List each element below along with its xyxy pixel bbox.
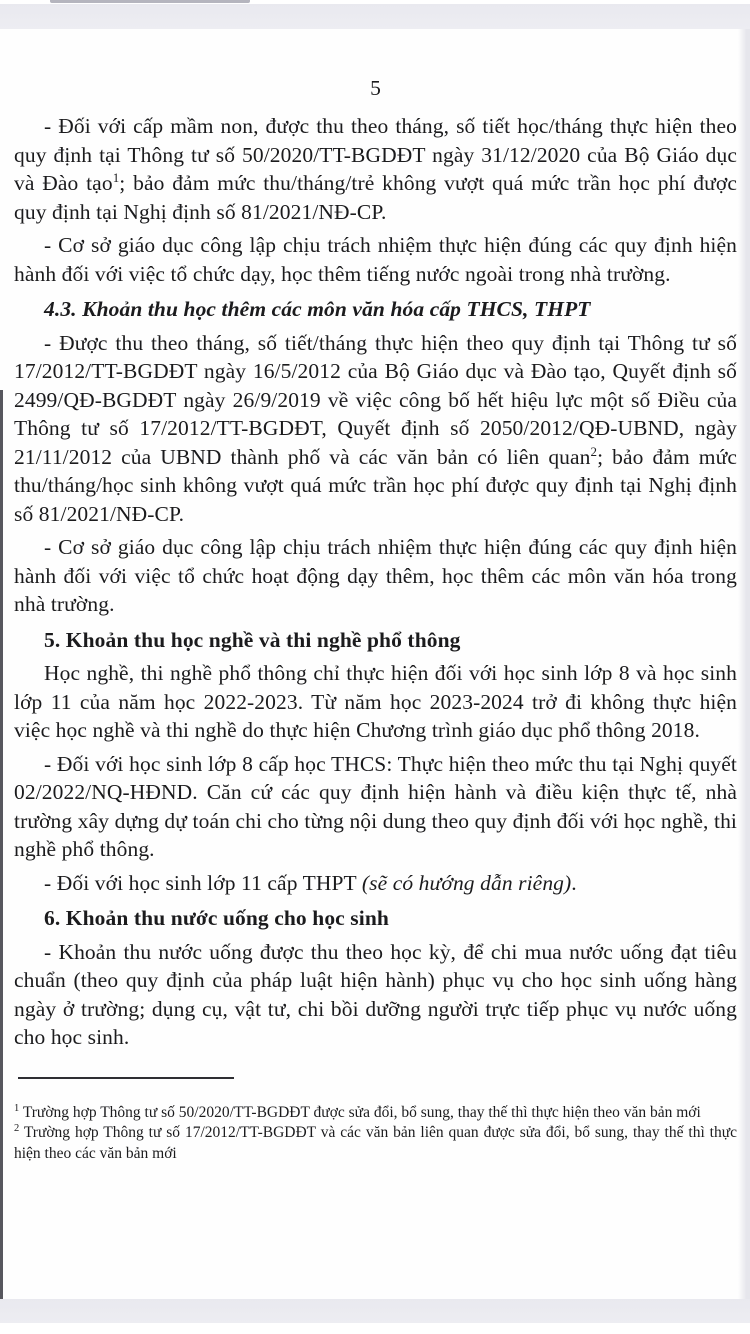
- section-heading: 4.3. Khoản thu học thêm các môn văn hóa cấp THCS, THPT: [44, 297, 591, 321]
- photo-right-edge-artifact: [738, 29, 750, 1299]
- photo-left-edge-artifact: [0, 390, 3, 1299]
- document-page: [0, 29, 750, 1299]
- footnote-marker: 2: [14, 1122, 20, 1134]
- footnote-separator: [18, 1077, 234, 1079]
- paragraph: - Đối với cấp mầm non, được thu theo tháng, số tiết học/tháng thực hiện theo quy định tại Thông tư số 50/2020/TT-BGDĐT ngày 31/12/2020 của Bộ Giáo dục và Đào tạo$^1$; bảo đảm mức thu/tháng/trẻ không vượt quá mức trần học phí được quy định tại Nghị định số 81/2021/NĐ-CP.: [14, 114, 737, 224]
- paragraph: - Đối với học sinh lớp 8 cấp học THCS: Thực hiện theo mức thu tại Nghị quyết 02/2022/NQ-HĐND. Căn cứ các quy định hiện hành và điều kiện thực tế, nhà trường xây dựng dự toán chi cho từng nội dung theo quy định đối với học nghề, thi nghề phổ thông.: [14, 751, 737, 861]
- photo-top-edge-artifact: [50, 0, 250, 3]
- footnote-marker: 1: [14, 1102, 20, 1114]
- paragraph: - Đối với học sinh lớp 11 cấp THPT (sẽ có hướng dẫn riêng).: [44, 870, 577, 895]
- paragraph: - Cơ sở giáo dục công lập chịu trách nhiệm thực hiện đúng các quy định hiện hành đối với việc tổ chức dạy, học thêm tiếng nước ngoài trong nhà trường.: [14, 233, 737, 286]
- section-heading: 6. Khoản thu nước uống cho học sinh: [44, 906, 389, 930]
- section-heading: 5. Khoản thu học nghề và thi nghề phổ thông: [44, 627, 461, 652]
- paragraph: - Khoản thu nước uống được thu theo học kỳ, để chi mua nước uống đạt tiêu chuẩn (theo quy định của pháp luật hiện hành) phục vụ cho học sinh uống hàng ngày ở trường; dụng cụ, vật tư, chi bồi dưỡng người trực tiếp phục vụ nước uống cho học sinh.: [14, 939, 737, 1049]
- page-number: 5: [370, 76, 381, 100]
- top-bar: [0, 4, 750, 29]
- bottom-bar: [0, 1299, 750, 1323]
- footnote: $^2$ Trường hợp Thông tư số 17/2012/TT-BGDĐT và các văn bản liên quan được sửa đổi, bổ sung, thay thế thì thực hiện theo các văn bản mới: [14, 1122, 737, 1162]
- footnote: $^1$ Trường hợp Thông tư số 50/2020/TT-BGDĐT được sửa đổi, bổ sung, thay thế thì thực hiện theo văn bản mới: [14, 1102, 701, 1121]
- document-body: [14, 112, 737, 1052]
- footnotes: [14, 1103, 737, 1165]
- footnote-reference: 2: [590, 443, 598, 459]
- paragraph: Học nghề, thi nghề phổ thông chỉ thực hiện đối với học sinh lớp 8 và học sinh lớp 11 của năm học 2022-2023. Từ năm học 2023-2024 trở đi không thực hiện việc học nghề và thi nghề do thực hiện Chương trình giáo dục phổ thông 2018.: [14, 661, 737, 742]
- footnote-reference: 1: [112, 169, 120, 185]
- paragraph: - Được thu theo tháng, số tiết/tháng thực hiện theo quy định tại Thông tư số 17/2012/TT-BGDĐT ngày 16/5/2012 của Bộ Giáo dục và Đào tạo, Quyết định số 2499/QĐ-BGDĐT ngày 26/9/2019 về việc công bố hết hiệu lực một số Điều của Thông tư số 17/2012/TT-BGDĐT, Quyết định số 2050/2012/QĐ-UBND, ngày 21/11/2012 của UBND thành phố và các văn bản có liên quan$^2$; bảo đảm mức thu/tháng/học sinh không vượt quá mức trần học phí được quy định tại Nghị định số 81/2021/NĐ-CP.: [14, 330, 737, 526]
- paragraph: - Cơ sở giáo dục công lập chịu trách nhiệm thực hiện đúng các quy định hiện hành đối với việc tổ chức hoạt động dạy thêm, học thêm các môn văn hóa trong nhà trường.: [14, 535, 737, 616]
